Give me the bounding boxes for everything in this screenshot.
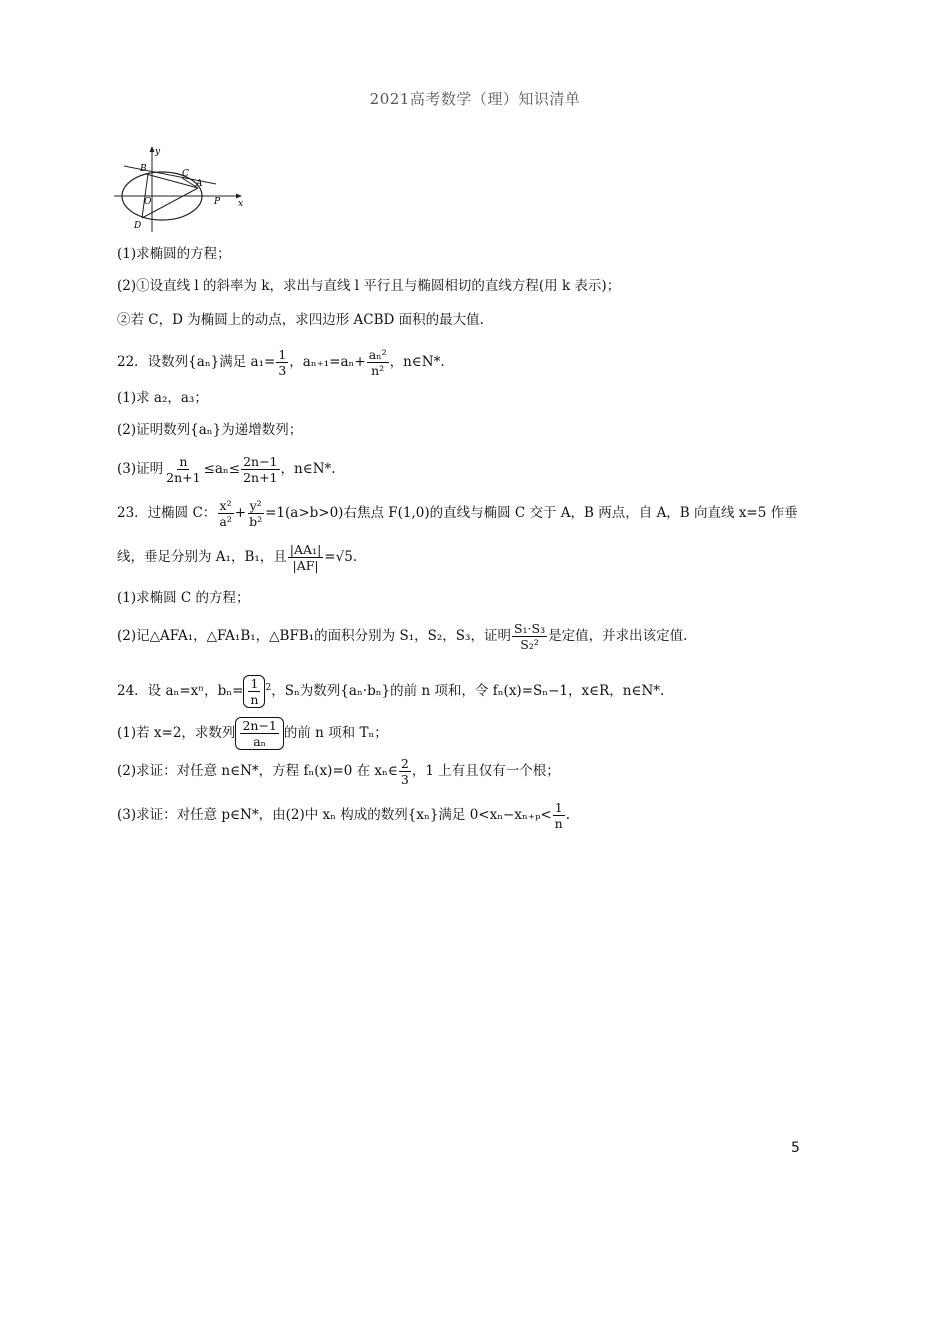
q22-frac-a1: $\frac{1}{3}$ xyxy=(278,347,287,378)
q23-frac-y: $\frac{\text{y²}}{\text{b²}}$ xyxy=(249,498,263,529)
q22-frac-lower: $\frac{n}{2n+1}$ xyxy=(166,454,201,485)
q24-frac-bound: $\frac{1}{n}$ xyxy=(554,800,563,831)
fig-label-d: D xyxy=(134,221,142,231)
fig-label-y: y xyxy=(155,147,161,157)
q23-part1: (1)求椭圆 C 的方程； xyxy=(117,590,250,606)
q23-frac-areas: $\frac{\text{S₁·S₃}}{\text{S₂²}}$ xyxy=(513,621,546,652)
fig-label-o: O xyxy=(144,197,152,207)
q22-frac-upper: $\frac{2n-1}{2n+1}$ xyxy=(243,454,278,485)
ellipse-figure xyxy=(112,144,244,234)
q21-part3: ②若 C，D 为椭圆上的动点，求四边形 ACBD 面积的最大值. xyxy=(117,312,484,328)
q23-part2: (2)记△AFA₁，△FA₁B₁，△BFB₁的面积分别为 S₁，S₂，S₃，证明 $\frac{\text{S₁·S₃}}{\text{S₂²}}$ 是定值，并求出该定值. xyxy=(117,621,688,652)
q23-stem-line2: 线，垂足分别为 A₁，B₁，且 $\frac{\text{|AA₁|}}{|AF|}$ =√5. xyxy=(117,542,358,573)
page-header: 2021高考数学（理）知识清单 xyxy=(369,90,581,108)
q24-stem: 24．设 aₙ=xⁿ，bₙ= $\frac{1}{n}$ $^2$，Sₙ为数列{aₙ·bₙ}的前 n 项和，令 fₙ(x)=Sₙ−1，x∈R，n∈N*. xyxy=(117,676,665,707)
q22-stem: 22．设数列{aₙ}满足 a₁= $\frac{1}{3}$ ，aₙ₊₁=aₙ+ $\frac{\text{aₙ²}}{\text{n²}}$ ，n∈N*. xyxy=(117,347,445,378)
q24-part3: (3)求证：对任意 p∈N*，由(2)中 xₙ 构成的数列{xₙ}满足 0<xₙ−xₙ₊ₚ< $\frac{1}{n}$ . xyxy=(117,800,571,831)
q23-stem-line1: 23．过椭圆 C： $\frac{\text{x²}}{\text{a²}}$ + $\frac{\text{y²}}{\text{b²}}$ =1(a>b>0)右焦点 F(1,0)的直线与椭圆 C 交于 A，B 两点，自 A，B 向直线 x=5 作垂 xyxy=(117,498,798,529)
fig-label-p: P xyxy=(214,197,221,207)
q23-frac-x: $\frac{\text{x²}}{\text{a²}}$ xyxy=(219,498,232,529)
fig-label-b: B xyxy=(140,164,147,174)
q24-frac-interval: $\frac{2}{3}$ xyxy=(400,756,409,787)
q22-part3: (3)证明 $\frac{n}{2n+1}$ ≤aₙ≤ $\frac{2n-1}{2n+1}$ ，n∈N*. xyxy=(117,454,336,485)
fig-label-c: C xyxy=(182,169,189,179)
page-number: 5 xyxy=(791,1140,800,1156)
q24-sequence-brace: $\frac{2n-1}{\text{aₙ}}$ xyxy=(235,717,283,750)
q23-frac-ratio: $\frac{\text{|AA₁|}}{|AF|}$ xyxy=(289,542,322,573)
fig-label-x: x xyxy=(238,199,244,209)
q24-part2: (2)求证：对任意 n∈N*，方程 fₙ(x)=0 在 xₙ∈ $\frac{2}{3}$ ，1 上有且仅有一个根； xyxy=(117,756,560,787)
q24-bn-bracket: $\frac{1}{n}$ xyxy=(243,675,265,708)
q22-part2: (2)证明数列{aₙ}为递增数列； xyxy=(117,422,303,438)
q21-part2: (2)①设直线 l 的斜率为 k，求出与直线 l 平行且与椭圆相切的直线方程(用 k 表示)； xyxy=(117,278,621,294)
fig-label-a: A xyxy=(196,179,203,189)
q24-part1: (1)若 x=2，求数列 $\frac{2n-1}{\text{aₙ}}$ 的前 n 项和 Tₙ； xyxy=(117,718,388,749)
q22-frac-recurrence: $\frac{\text{aₙ²}}{\text{n²}}$ xyxy=(368,347,387,378)
q21-part1: (1)求椭圆的方程； xyxy=(117,246,231,262)
q22-part1: (1)求 a₂，a₃； xyxy=(117,390,208,406)
